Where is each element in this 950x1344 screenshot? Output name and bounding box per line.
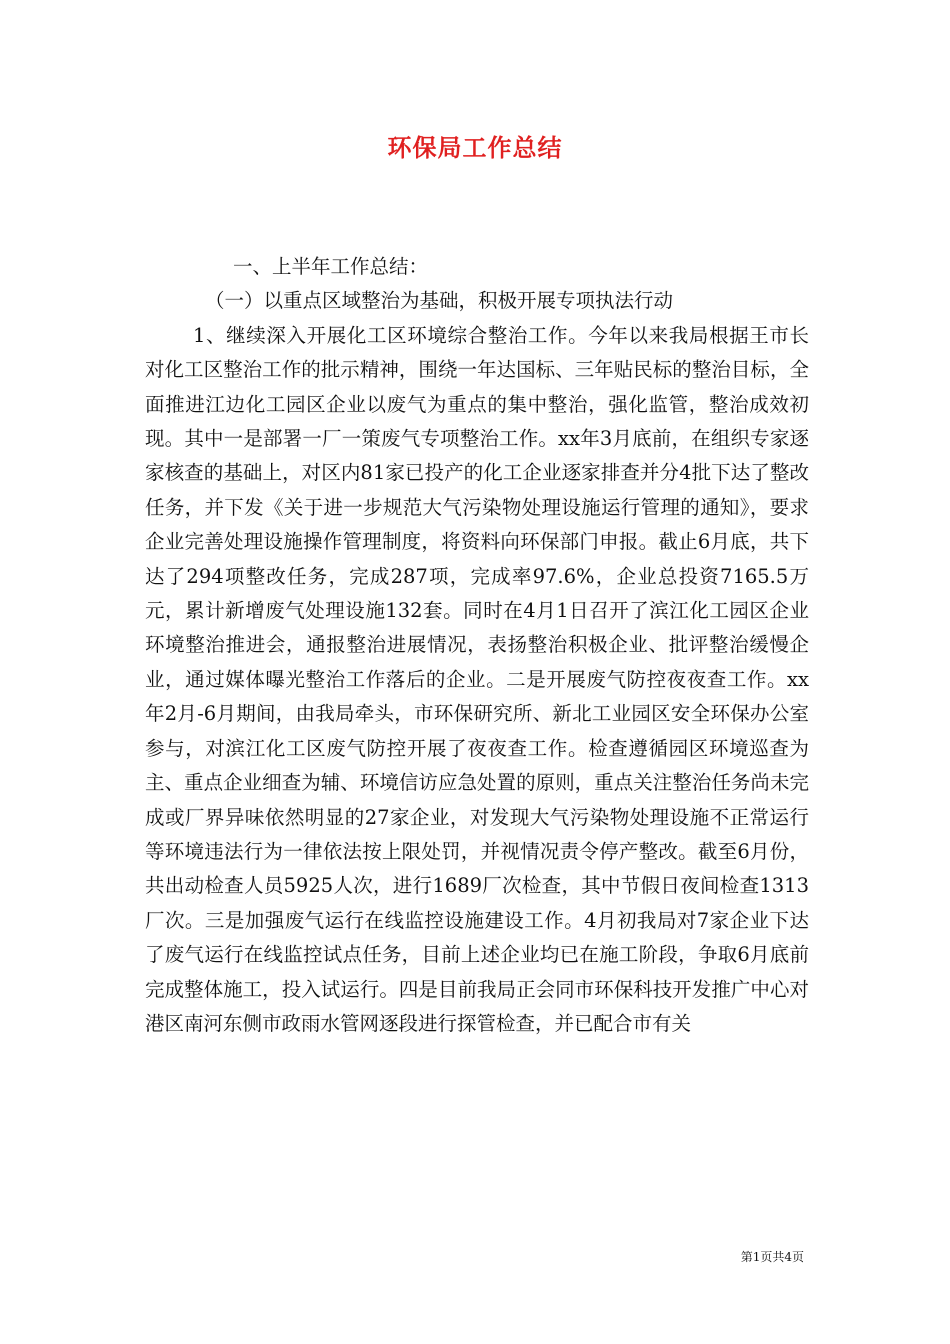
document-body [145, 250, 809, 1041]
subsection-heading: （一）以重点区域整治为基础，积极开展专项执法行动 [205, 289, 674, 313]
page-number: 第1页共4页 [740, 1250, 804, 1264]
section-heading: 一、上半年工作总结： [233, 255, 429, 278]
document-title: 环保局工作总结 [387, 133, 563, 162]
body-paragraph: 1、继续深入开展化工区环境综合整治工作。今年以来我局根据王市长对化工区整治工作的批示精神，围绕一年达国标、三年贴民标的整治目标，全面推进江边化工园区企业以废气为重点的集中整治，强化监管，整治成效初现。其中一是部署一厂一策废气专项整治工作。xx年3月底前，在组织专家逐家核查的基础上，对区内81家已投产的化工企业逐家排查并分4批下达了整改任务，并下发《关于进一步规范大气污染物处理设施运行管理的通知》，要求企业完善处理设施操作管理制度，将资料向环保部门申报。截止6月底，共下达了294项整改任务，完成287项，完成率97.6%，企业总投资7165.5万元，累计新增废气处理设施132套。同时在4月1日召开了滨江化工园区企业环境整治推进会，通报整治进展情况，表扬整治积极企业、批评整治缓慢企业，通过媒体曝光整治工作落后的企业。二是开展废气防控夜夜查工作。xx年2月-6月期间，由我局牵头，市环保研究所、新北工业园区安全环保办公室参与，对滨江化工区废气防控开展了夜夜查工作。检查遵循园区环境巡查为主、重点企业细查为辅、环境信访应急处置的原则，重点关注整治任务尚未完成或厂界异味依然明显的27家企业，对发现大气污染物处理设施不正常运行等环境违法行为一律依法按上限处罚，并视情况责令停产整改。截至6月份，共出动检查人员5925人次，进行1689厂次检查，其中节假日夜间检查1313厂次。三是加强废气运行在线监控设施建设工作。4月初我局对7家企业下达了废气运行在线监控试点任务，目前上述企业均已在施工阶段，争取6月底前完成整体施工，投入试运行。四是目前我局正会同市环保科技开发推广中心对港区南河东侧市政雨水管网逐段进行探管检查，并已配合市有关 [145, 323, 809, 1035]
